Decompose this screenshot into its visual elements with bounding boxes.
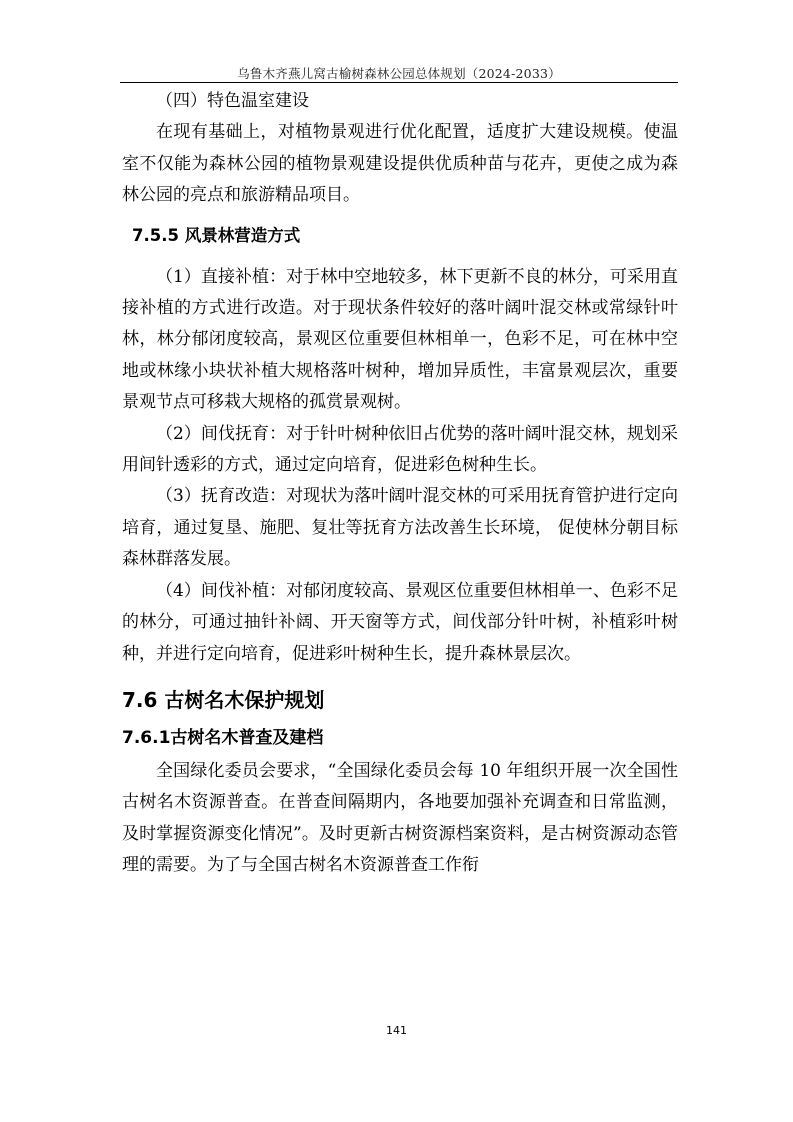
section-7-6-heading: 7.6 古树名木保护规划: [122, 687, 325, 712]
section-7-5-5-paragraph-4: （4）间伐补植：对郁闭度较高、景观区位重要但林相单一、色彩不足的林分，可通过抽针补阔、开天窗等方式，间伐部分针叶树，补植彩叶树种，并进行定向培育，促进彩叶树种生长，提升森林景层次。: [122, 580, 678, 664]
section-7-6-1-heading: 7.6.1古树名木普查及建档: [122, 727, 324, 748]
greenhouse-paragraph: 在现有基础上，对植物景观进行优化配置，适度扩大建设规模。使温室不仅能为森林公园的植物景观建设提供优质种苗与花卉，更使之成为森林公园的亮点和旅游精品项目。: [122, 122, 678, 206]
body-text: [122, 86, 678, 882]
section-7-5-5-paragraph-3: （3）抚育改造：对现状为落叶阔叶混交林的可采用抚育管护进行定向培育，通过复垦、施肥、复壮等抚育方法改善生长环境， 促使林分朝目标森林群落发展。: [122, 486, 678, 570]
section-7-5-5-paragraph-2: （2）间伐抚育：对于针叶树种依旧占优势的落叶阔叶混交林，规划采用间针透彩的方式，通过定向培育，促进彩色树种生长。: [122, 423, 678, 476]
section-7-5-5-heading: 7.5.5 风景林营造方式: [132, 225, 301, 245]
running-header: 乌鲁木齐燕儿窝古榆树森林公园总体规划（2024-2033）: [237, 66, 561, 81]
greenhouse-heading: （四）特色温室建设: [156, 91, 309, 111]
section-7-5-5-paragraph-1: （1）直接补植：对于林中空地较多，林下更新不良的林分，可采用直接补植的方式进行改造。对于现状条件较好的落叶阔叶混交林或常绿针叶林，林分郁闭度较高，景观区位重要但林相单一，色彩不足，可在林中空地或林缘小块状补植大规格落叶树种，增加异质性，丰富景观层次，重要景观节点可移栽大规格的孤赏景观树。: [122, 266, 678, 413]
section-7-6-1-paragraph-1: 全国绿化委员会要求，“全国绿化委员会每 10 年组织开展一次全国性古树名木资源普查。在普查间隔期内，各地要加强补充调查和日常监测，及时掌握资源变化情况”。及时更新古树资源档案资料，是古树资源动态管理的需要。为了与全国古树名木资源普查工作衔: [122, 760, 678, 876]
page-number: 141: [386, 1024, 407, 1037]
header-rule: [120, 82, 678, 83]
